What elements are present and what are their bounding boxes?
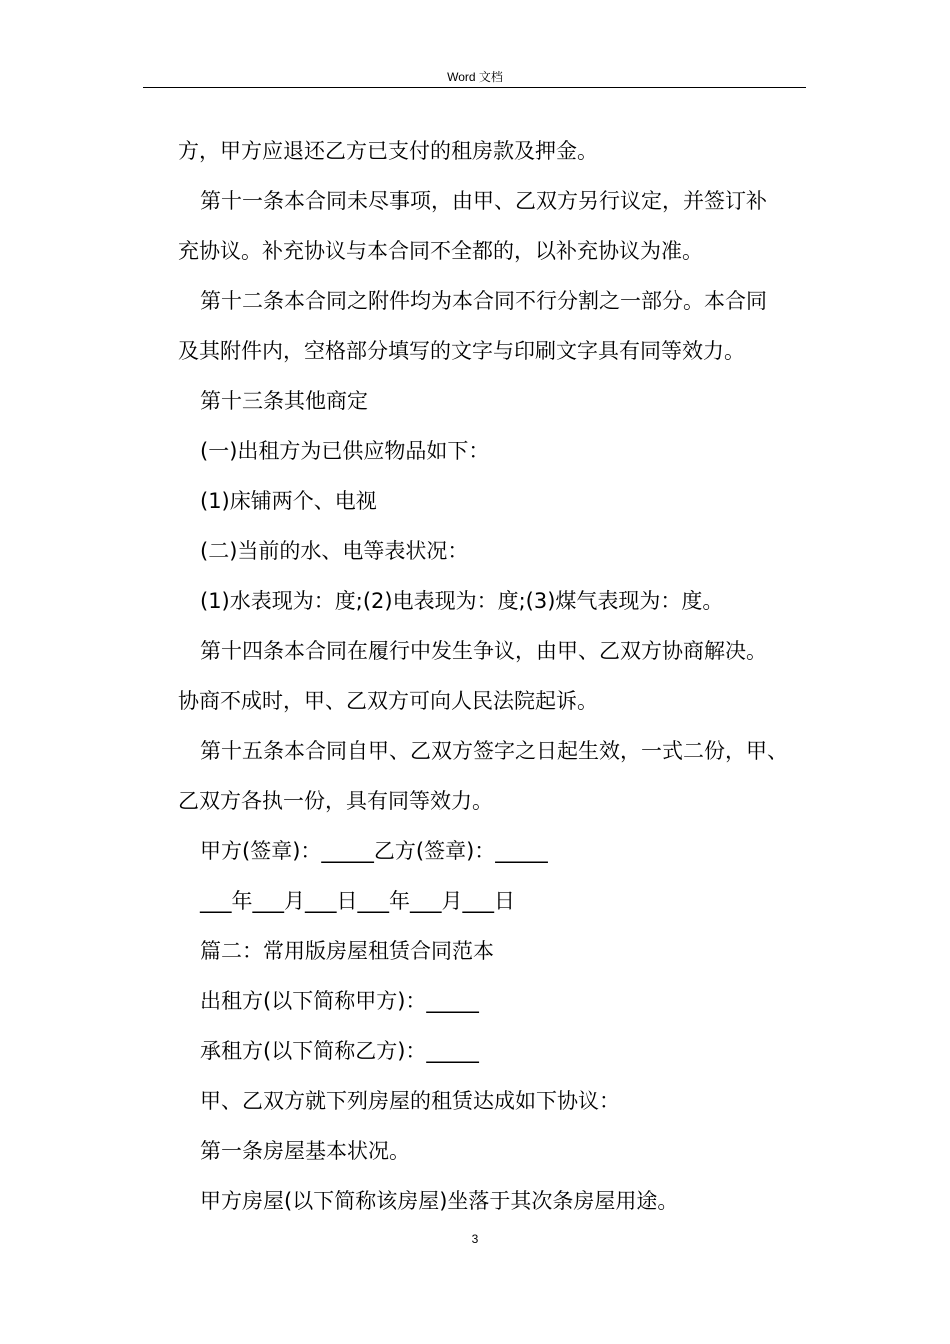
page-number: 3 [471,1232,479,1246]
paragraph-line: 篇二：常用版房屋租赁合同范本 [200,939,494,963]
paragraph-line: (1)水表现为：度;(2)电表现为：度;(3)煤气表现为：度。 [200,589,724,613]
page-header-label: Word 文档 [447,70,503,84]
paragraph-line: 第十四条本合同在履行中发生争议，由甲、乙双方协商解决。 [200,639,767,663]
paragraph-line: 及其附件内，空格部分填写的文字与印刷文字具有同等效力。 [178,339,745,363]
paragraph-line: 第一条房屋基本状况。 [200,1139,410,1163]
header-divider [143,87,806,88]
paragraph-line: 承租方(以下简称乙方)：_____ [200,1039,479,1063]
paragraph-line: 第十一条本合同未尽事项，由甲、乙双方另行议定，并签订补 [200,189,767,213]
paragraph-line: (一)出租方为已供应物品如下： [200,439,490,463]
paragraph-line: 甲方(签章)：_____乙方(签章)：_____ [200,839,548,863]
paragraph-line: 协商不成时，甲、乙双方可向人民法院起诉。 [178,689,598,713]
paragraph-line: 第十五条本合同自甲、乙双方签字之日起生效，一式二份，甲、 [200,739,788,763]
paragraph-line: 出租方(以下简称甲方)：_____ [200,989,479,1013]
paragraph-line: 第十二条本合同之附件均为本合同不行分割之一部分。本合同 [200,289,767,313]
document-body [178,126,818,1226]
paragraph-line: ___年___月___日___年___月___日 [200,889,515,913]
paragraph-line: (1)床铺两个、电视 [200,489,377,513]
paragraph-line: 甲方房屋(以下简称该房屋)坐落于其次条房屋用途。 [200,1189,679,1213]
paragraph-line: 充协议。补充协议与本合同不全都的，以补充协议为准。 [178,239,703,263]
paragraph-line: 方，甲方应退还乙方已支付的租房款及押金。 [178,139,598,163]
paragraph-line: 第十三条其他商定 [200,389,368,413]
paragraph-line: (二)当前的水、电等表状况： [200,539,469,563]
paragraph-line: 乙双方各执一份，具有同等效力。 [178,789,493,813]
paragraph-line: 甲、乙双方就下列房屋的租赁达成如下协议： [200,1089,620,1113]
